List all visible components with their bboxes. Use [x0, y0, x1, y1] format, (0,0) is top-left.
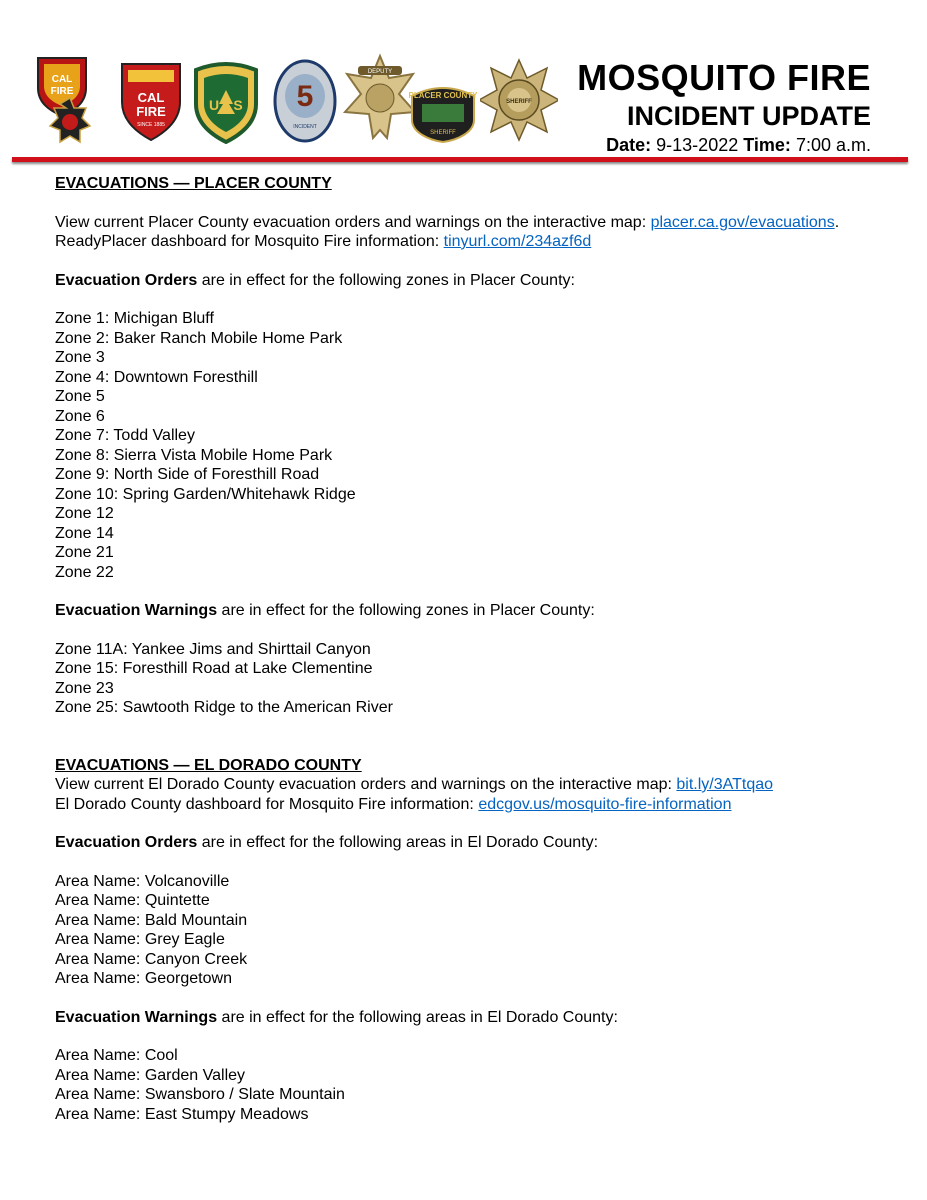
- list-item: Zone 14: [55, 524, 114, 542]
- list-item: Zone 9: North Side of Foresthill Road: [55, 466, 320, 483]
- svg-text:S: S: [233, 97, 243, 113]
- list-item: Zone 1: Michigan Bluff: [55, 310, 214, 327]
- list-item: Area Name: East Stumpy Meadows: [55, 1105, 309, 1123]
- list-item: Area Name: Quintette: [55, 892, 210, 909]
- placer-dashboard-line: [55, 232, 895, 252]
- document-header: [0, 0, 927, 165]
- agency-logos: [30, 52, 550, 152]
- document-title: MOSQUITO FIRE: [577, 57, 871, 98]
- list-item: Zone 6: [55, 407, 105, 425]
- list-item: Area Name: Cool: [55, 1047, 178, 1064]
- eldorado-dashboard-text: El Dorado County dashboard for Mosquito Fire information:: [55, 795, 479, 813]
- list-item: Zone 4: Downtown Foresthill: [55, 368, 258, 386]
- time-label: Time:: [743, 135, 791, 155]
- eldorado-orders-list: [55, 872, 895, 989]
- list-item: Zone 21: [55, 544, 114, 561]
- svg-text:FIRE: FIRE: [136, 104, 166, 119]
- eldorado-map-link[interactable]: bit.ly/3ATtqao: [676, 776, 774, 793]
- header-divider: [12, 157, 908, 162]
- list-item: Zone 23: [55, 679, 114, 697]
- eldorado-section-title: EVACUATIONS — EL DORADO COUNTY: [55, 756, 362, 774]
- list-item: Zone 25: Sawtooth Ridge to the American River: [55, 699, 393, 716]
- svg-text:INCIDENT: INCIDENT: [293, 124, 317, 130]
- list-item: Area Name: Volcanoville: [55, 872, 230, 890]
- list-item: Area Name: Swansboro / Slate Mountain: [55, 1086, 345, 1103]
- svg-text:CAL: CAL: [51, 74, 73, 85]
- list-item: Zone 12: [55, 505, 114, 522]
- svg-text:SHERIFF: SHERIFF: [506, 99, 532, 105]
- list-item: Zone 15: Foresthill Road at Lake Clementine: [55, 660, 373, 677]
- placer-map-line: [55, 213, 895, 233]
- placer-dashboard-text: ReadyPlacer dashboard for Mosquito Fire information:: [55, 233, 444, 250]
- document-subtitle: INCIDENT UPDATE: [626, 101, 871, 131]
- list-item: Zone 22: [55, 563, 114, 581]
- svg-text:SINCE 1885: SINCE 1885: [137, 122, 165, 128]
- eldorado-dashboard-line: [55, 795, 895, 815]
- forest-service-logo: [192, 60, 260, 144]
- placer-warnings-rest: are in effect for the following zones in Placer County:: [217, 602, 595, 619]
- svg-text:U: U: [208, 97, 220, 113]
- placer-map-link[interactable]: placer.ca.gov/evacuations: [650, 213, 835, 231]
- eldorado-warnings-bold: Evacuation Warnings: [55, 1008, 218, 1026]
- document-body: [55, 174, 895, 1124]
- svg-text:PLACER COUNTY: PLACER COUNTY: [408, 91, 478, 100]
- incident-management-team-5-logo: [272, 58, 338, 144]
- list-item: Zone 5: [55, 388, 105, 405]
- eldorado-warnings-intro: [55, 1008, 895, 1028]
- list-item: Zone 7: Todd Valley: [55, 427, 195, 444]
- svg-text:5: 5: [296, 80, 314, 113]
- date-label: Date:: [606, 135, 652, 155]
- time-value: 7:00 a.m.: [795, 135, 871, 155]
- placer-map-text: View current Placer County evacuation orders and warnings on the interactive map:: [55, 213, 651, 231]
- eldorado-dashboard-link[interactable]: edcgov.us/mosquito-fire-information: [478, 795, 732, 813]
- placer-section-title: EVACUATIONS — PLACER COUNTY: [55, 175, 332, 192]
- placer-county-sheriff-patch: [408, 82, 478, 144]
- cal-fire-logo: [118, 60, 184, 144]
- el-dorado-county-sheriff-badge: [480, 58, 558, 144]
- list-item: Zone 10: Spring Garden/Whitehawk Ridge: [55, 485, 356, 503]
- placer-map-after: .: [834, 213, 840, 231]
- placer-warnings-list: [55, 640, 895, 718]
- cal-fire-placer-fire-dept-logo: [30, 54, 100, 146]
- list-item: Zone 3: [55, 349, 105, 366]
- placer-orders-intro: [55, 271, 895, 291]
- placer-orders-bold: Evacuation Orders: [55, 271, 198, 289]
- eldorado-warnings-rest: are in effect for the following areas in El Dorado County:: [217, 1008, 618, 1026]
- list-item: Area Name: Canyon Creek: [55, 950, 248, 968]
- list-item: Area Name: Georgetown: [55, 970, 232, 987]
- placer-dashboard-link[interactable]: tinyurl.com/234azf6d: [443, 233, 592, 250]
- eldorado-orders-intro: [55, 833, 895, 853]
- list-item: Area Name: Bald Mountain: [55, 911, 248, 929]
- date-value: 9-13-2022: [656, 135, 739, 155]
- eldorado-map-text: View current El Dorado County evacuation orders and warnings on the interactive map:: [55, 776, 677, 793]
- list-item: Area Name: Garden Valley: [55, 1066, 246, 1084]
- eldorado-warnings-list: [55, 1046, 895, 1124]
- placer-warnings-bold: Evacuation Warnings: [55, 602, 218, 619]
- eldorado-orders-bold: Evacuation Orders: [55, 834, 198, 851]
- eldorado-map-line: [55, 775, 895, 795]
- title-block: [577, 58, 871, 156]
- placer-warnings-intro: [55, 601, 895, 621]
- svg-text:SHERIFF: SHERIFF: [430, 130, 456, 136]
- svg-text:DEPUTY: DEPUTY: [367, 69, 393, 75]
- list-item: Zone 8: Sierra Vista Mobile Home Park: [55, 446, 333, 464]
- list-item: Zone 2: Baker Ranch Mobile Home Park: [55, 329, 343, 347]
- list-item: Zone 11A: Yankee Jims and Shirttail Canyon: [55, 640, 371, 658]
- placer-orders-list: [55, 309, 895, 582]
- list-item: Area Name: Grey Eagle: [55, 931, 225, 948]
- svg-text:FIRE: FIRE: [50, 86, 74, 97]
- date-time-line: [577, 134, 871, 156]
- svg-text:CAL: CAL: [137, 90, 165, 105]
- placer-orders-rest: are in effect for the following zones in Placer County:: [197, 271, 575, 289]
- eldorado-orders-rest: are in effect for the following areas in El Dorado County:: [197, 834, 599, 851]
